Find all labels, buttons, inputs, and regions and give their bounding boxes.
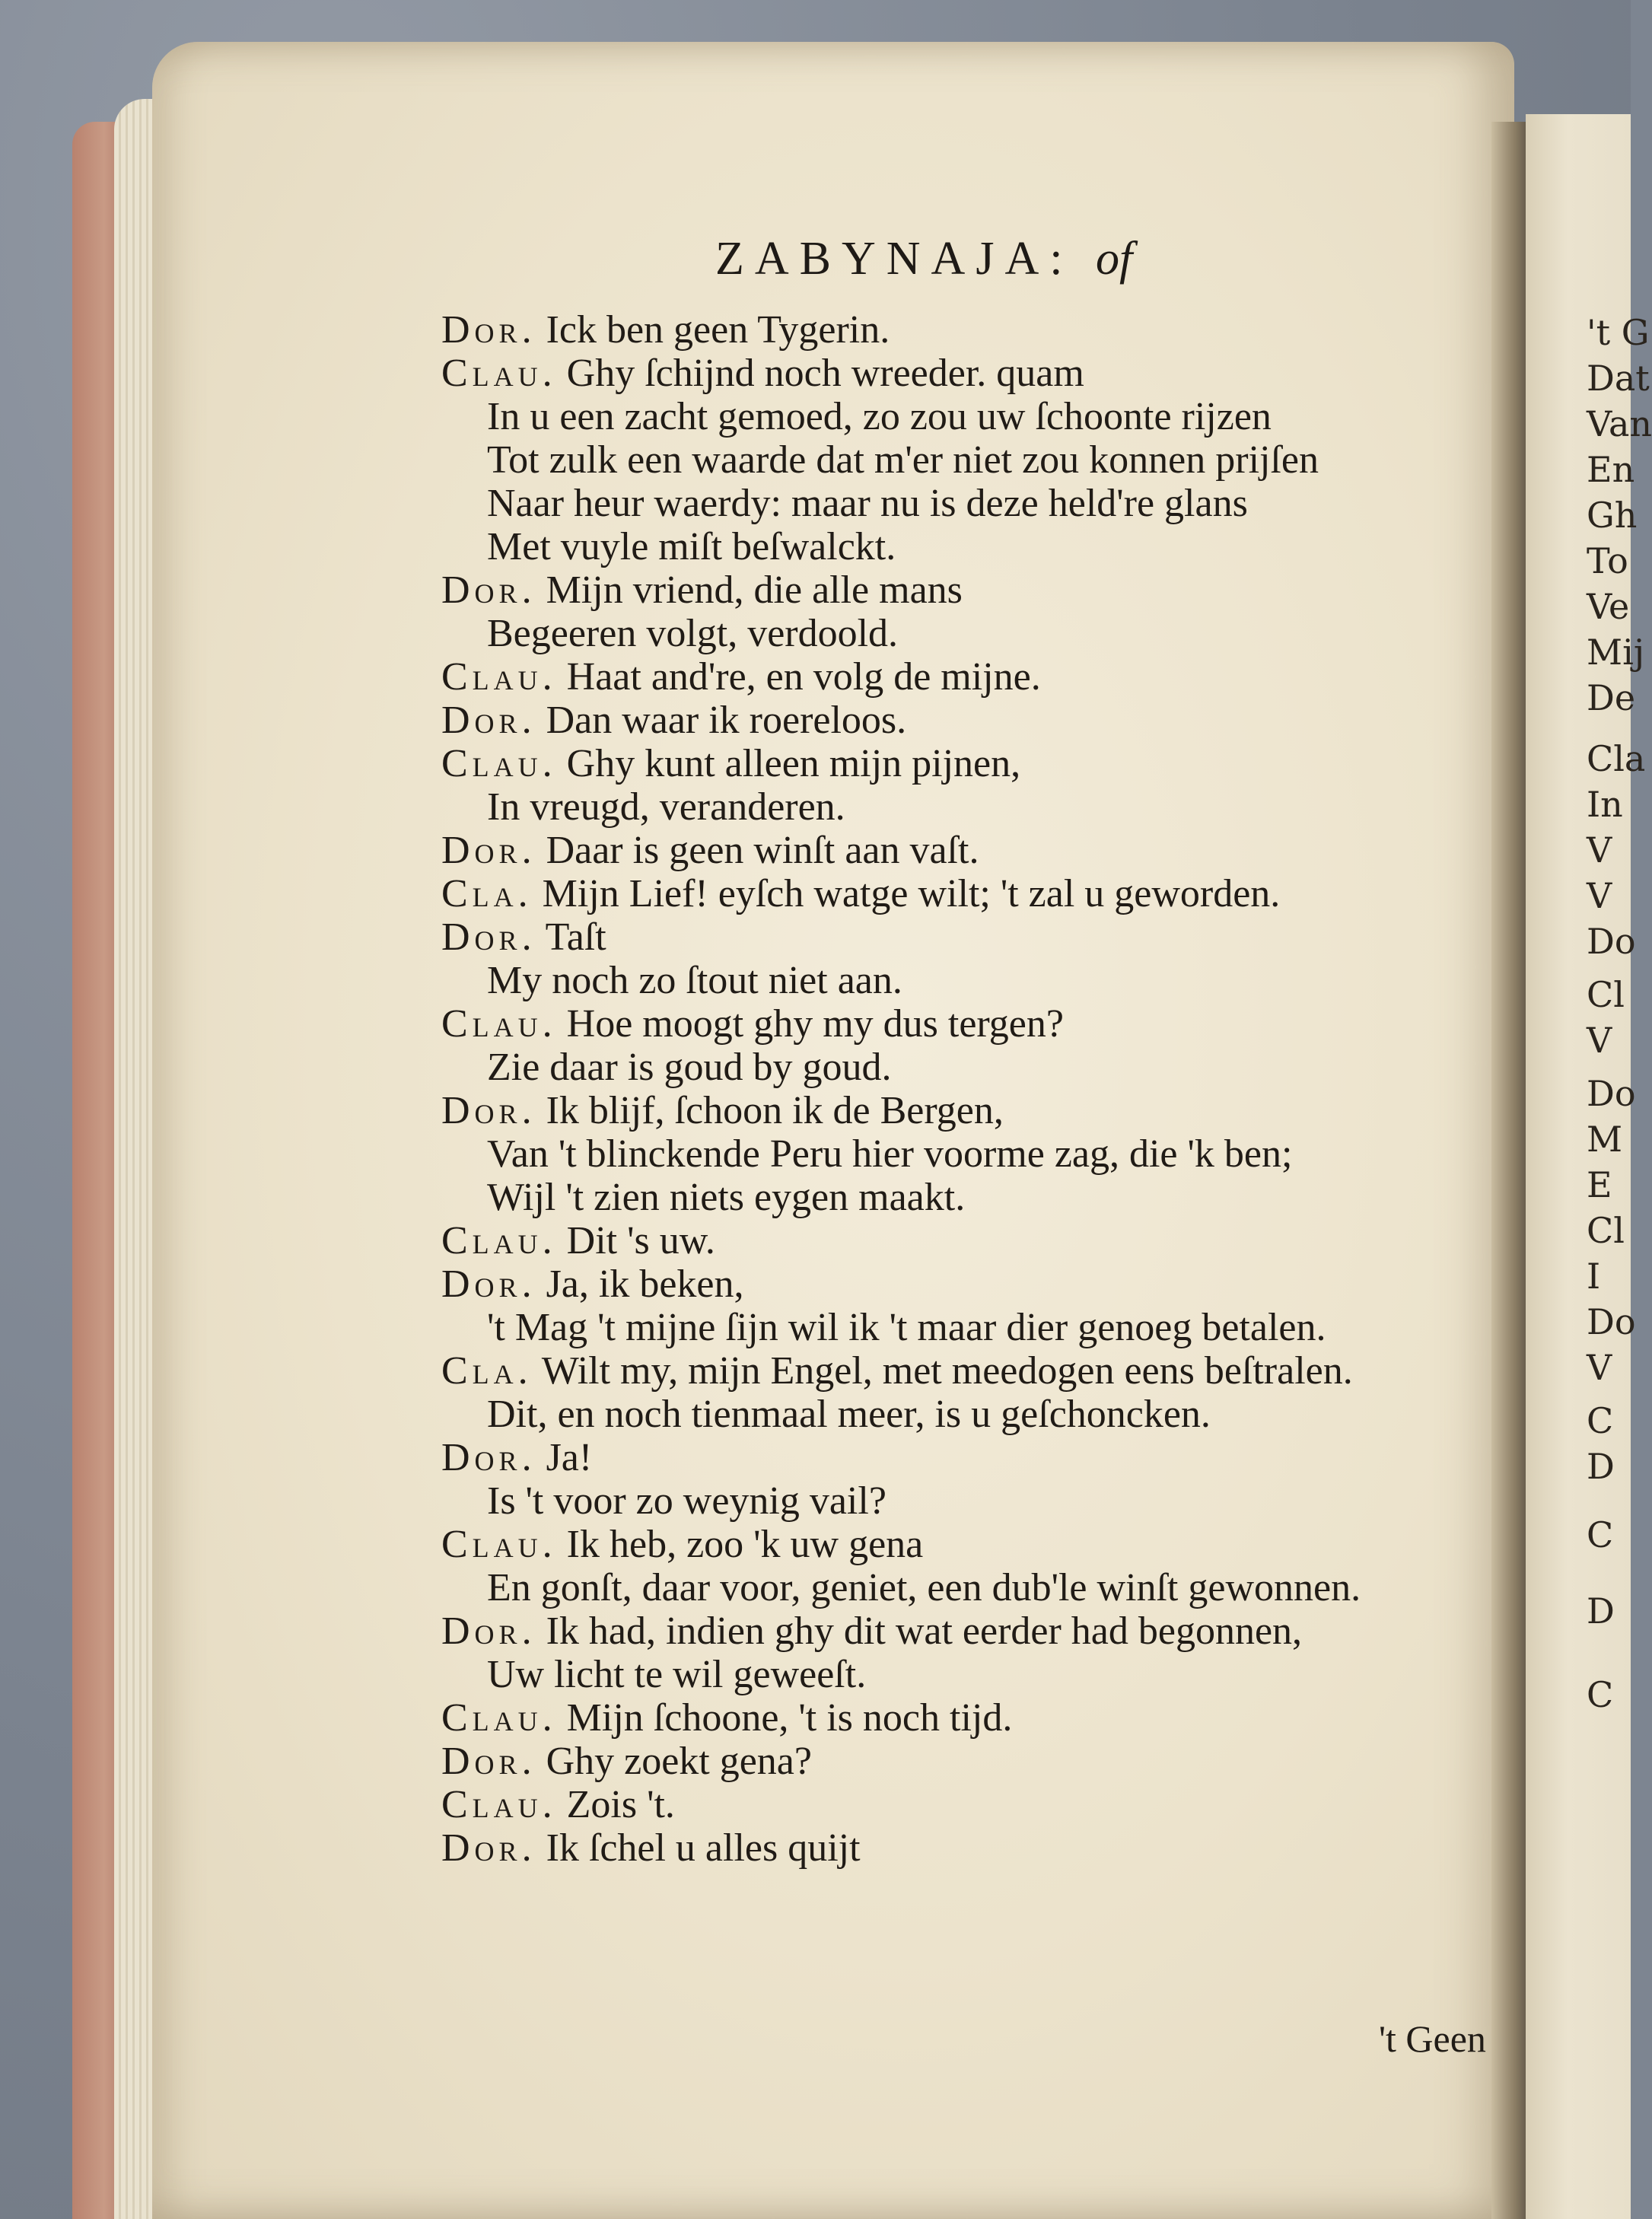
speaker-name: Clau. [441, 1523, 557, 1566]
dialogue-line [441, 438, 1522, 482]
line-text: Daar is geen winſt aan vaſt. [546, 829, 979, 872]
line-text: Naar heur waerdy: maar nu is deze held're glans [487, 482, 1248, 525]
dialogue-line [441, 1696, 1522, 1740]
line-text: In vreugd, veranderen. [487, 785, 845, 829]
dialogue-line [441, 1132, 1522, 1176]
dialogue-line [441, 872, 1522, 915]
line-text: Tot zulk een waarde dat m'er niet zou konnen prijſen [487, 438, 1319, 482]
facing-page-fragment: Cl [1587, 1210, 1625, 1251]
facing-page-fragment: Van [1587, 403, 1652, 444]
facing-page-fragment: C [1587, 1514, 1614, 1555]
line-text: Ghy kunt alleen mijn pijnen, [566, 742, 1021, 785]
dialogue-line [441, 1523, 1522, 1566]
dialogue-line [441, 1479, 1522, 1523]
speaker-name: Cla. [441, 1349, 533, 1393]
line-text: Mijn Lief! eyſch watge wilt; 't zal u geworden. [542, 872, 1281, 915]
line-text: Dit 's uw. [566, 1219, 715, 1262]
speaker-name: Clau. [441, 742, 557, 785]
facing-page [1526, 114, 1652, 2219]
line-text: 't Mag 't mijne ſijn wil ik 't maar dier genoeg betalen. [487, 1306, 1326, 1349]
dialogue-line [441, 395, 1522, 438]
facing-page-fragment: To [1587, 540, 1628, 581]
dialogue-line [441, 1002, 1522, 1046]
line-text: Haat and're, en volg de mijne. [566, 655, 1041, 699]
line-text: Wijl 't zien niets eygen maakt. [487, 1176, 966, 1219]
line-text: Zie daar is goud by goud. [487, 1046, 892, 1089]
dialogue-line [441, 655, 1522, 699]
speaker-name: Clau. [441, 1219, 557, 1262]
speaker-name: Clau. [441, 352, 557, 395]
dialogue-line [441, 568, 1522, 612]
line-text: Ik had, indien ghy dit wat eerder had begonnen, [546, 1609, 1303, 1653]
speaker-name: Clau. [441, 1783, 557, 1826]
dialogue-line [441, 612, 1522, 655]
line-text: Uw licht te wil geweeſt. [487, 1653, 867, 1696]
speaker-name: Clau. [441, 1002, 557, 1046]
speaker-name: Dor. [441, 1740, 536, 1783]
speaker-name: Dor. [441, 915, 536, 959]
line-text: Mijn vriend, die alle mans [546, 568, 963, 612]
speaker-name: Dor. [441, 568, 536, 612]
facing-page-fragment: Do [1587, 1073, 1636, 1114]
dialogue-line [441, 915, 1522, 959]
line-text: Wilt my, mijn Engel, met meedogen eens beſtralen. [541, 1349, 1353, 1393]
facing-page-fragment: Do [1587, 921, 1636, 962]
dialogue-line [441, 785, 1522, 829]
dialogue-line [441, 1783, 1522, 1826]
running-head-title: ZABYNAJA: [715, 233, 1074, 285]
dialogue-line [441, 829, 1522, 872]
line-text: Begeeren volgt, verdoold. [487, 612, 899, 655]
facing-page-fragment: Cl [1587, 974, 1625, 1015]
facing-page-fragment: De [1587, 677, 1636, 718]
facing-page-fragment: En [1587, 449, 1635, 490]
dialogue-line [441, 1740, 1522, 1783]
line-text: Mijn ſchoone, 't is noch tijd. [566, 1696, 1013, 1740]
facing-page-fragment: I [1587, 1256, 1601, 1297]
dialogue-line [441, 482, 1522, 525]
line-text: Ghy ſchijnd noch wreeder. quam [566, 352, 1084, 395]
speaker-name: Dor. [441, 1826, 536, 1870]
facing-page-fragment: Do [1587, 1301, 1636, 1342]
dialogue-line [441, 742, 1522, 785]
line-text: Dit, en noch tienmaal meer, is u geſchoncken. [487, 1393, 1211, 1436]
running-head [715, 232, 1132, 286]
line-text: Ik blijf, ſchoon ik de Bergen, [546, 1089, 1004, 1132]
dialogue-text [441, 308, 1522, 1870]
dialogue-line [441, 959, 1522, 1002]
line-text: Van 't blinckende Peru hier voorme zag, die 'k ben; [487, 1132, 1293, 1176]
facing-page-fragment: Cla [1587, 738, 1646, 779]
line-text: Ik heb, zoo 'k uw gena [566, 1523, 924, 1566]
dialogue-line [441, 1219, 1522, 1262]
facing-page-fragment: D [1587, 1446, 1615, 1487]
dialogue-line [441, 1653, 1522, 1696]
facing-page-fragment: V [1587, 875, 1612, 916]
speaker-name: Dor. [441, 308, 536, 352]
line-text: En gonſt, daar voor, geniet, een dub'le winſt gewonnen. [487, 1566, 1361, 1609]
facing-page-fragment: Gh [1587, 495, 1638, 536]
dialogue-line [441, 525, 1522, 568]
dialogue-line [441, 1566, 1522, 1609]
line-text: Is 't voor zo weynig vail? [487, 1479, 886, 1523]
dialogue-line [441, 1262, 1522, 1306]
dialogue-line [441, 699, 1522, 742]
line-text: Ghy zoekt gena? [546, 1740, 812, 1783]
line-text: Ja! [546, 1436, 593, 1479]
line-text: Zois 't. [566, 1783, 675, 1826]
line-text: My noch zo ſtout niet aan. [487, 959, 902, 1002]
dialogue-line [441, 1609, 1522, 1653]
facing-page-fragment: V [1587, 1020, 1612, 1061]
dialogue-line [441, 1349, 1522, 1393]
facing-page-fragment: Mij [1587, 632, 1645, 673]
dialogue-line [441, 1393, 1522, 1436]
facing-page-fragment: C [1587, 1674, 1614, 1715]
line-text: Taſt [545, 915, 606, 959]
facing-page-fragment: 't G [1587, 312, 1650, 353]
facing-page-fragment: Ve [1587, 586, 1630, 627]
speaker-name: Dor. [441, 699, 536, 742]
dialogue-line [441, 1436, 1522, 1479]
line-text: In u een zacht gemoed, zo zou uw ſchoonte rijzen [487, 395, 1272, 438]
facing-page-fragment: Dat [1587, 358, 1650, 399]
catchword: 't Geen [1379, 2017, 1486, 2060]
dialogue-line [441, 1306, 1522, 1349]
facing-page-fragment: C [1587, 1400, 1614, 1441]
speaker-name: Clau. [441, 1696, 557, 1740]
facing-page-fragment: V [1587, 829, 1612, 871]
speaker-name: Dor. [441, 829, 536, 872]
speaker-name: Clau. [441, 655, 557, 699]
line-text: Ick ben geen Tygerin. [546, 308, 890, 352]
line-text: Hoe moogt ghy my dus tergen? [566, 1002, 1064, 1046]
facing-page-fragment: D [1587, 1590, 1615, 1632]
facing-page-fragment: In [1587, 784, 1623, 825]
line-text: Dan waar ik roereloos. [546, 699, 907, 742]
facing-page-fragment: V [1587, 1347, 1612, 1388]
dialogue-line [441, 1046, 1522, 1089]
running-head-suffix: of [1095, 233, 1133, 285]
dialogue-line [441, 308, 1522, 352]
line-text: Ja, ik beken, [546, 1262, 744, 1306]
speaker-name: Dor. [441, 1436, 536, 1479]
dialogue-line [441, 352, 1522, 395]
facing-page-fragment: M [1587, 1119, 1623, 1160]
speaker-name: Dor. [441, 1609, 536, 1653]
dialogue-line [441, 1089, 1522, 1132]
dialogue-line [441, 1826, 1522, 1870]
speaker-name: Dor. [441, 1089, 536, 1132]
speaker-name: Dor. [441, 1262, 536, 1306]
speaker-name: Cla. [441, 872, 533, 915]
line-text: Met vuyle miſt beſwalckt. [487, 525, 896, 568]
facing-page-fragment: E [1587, 1164, 1612, 1205]
line-text: Ik ſchel u alles quijt [546, 1826, 861, 1870]
dialogue-line [441, 1176, 1522, 1219]
